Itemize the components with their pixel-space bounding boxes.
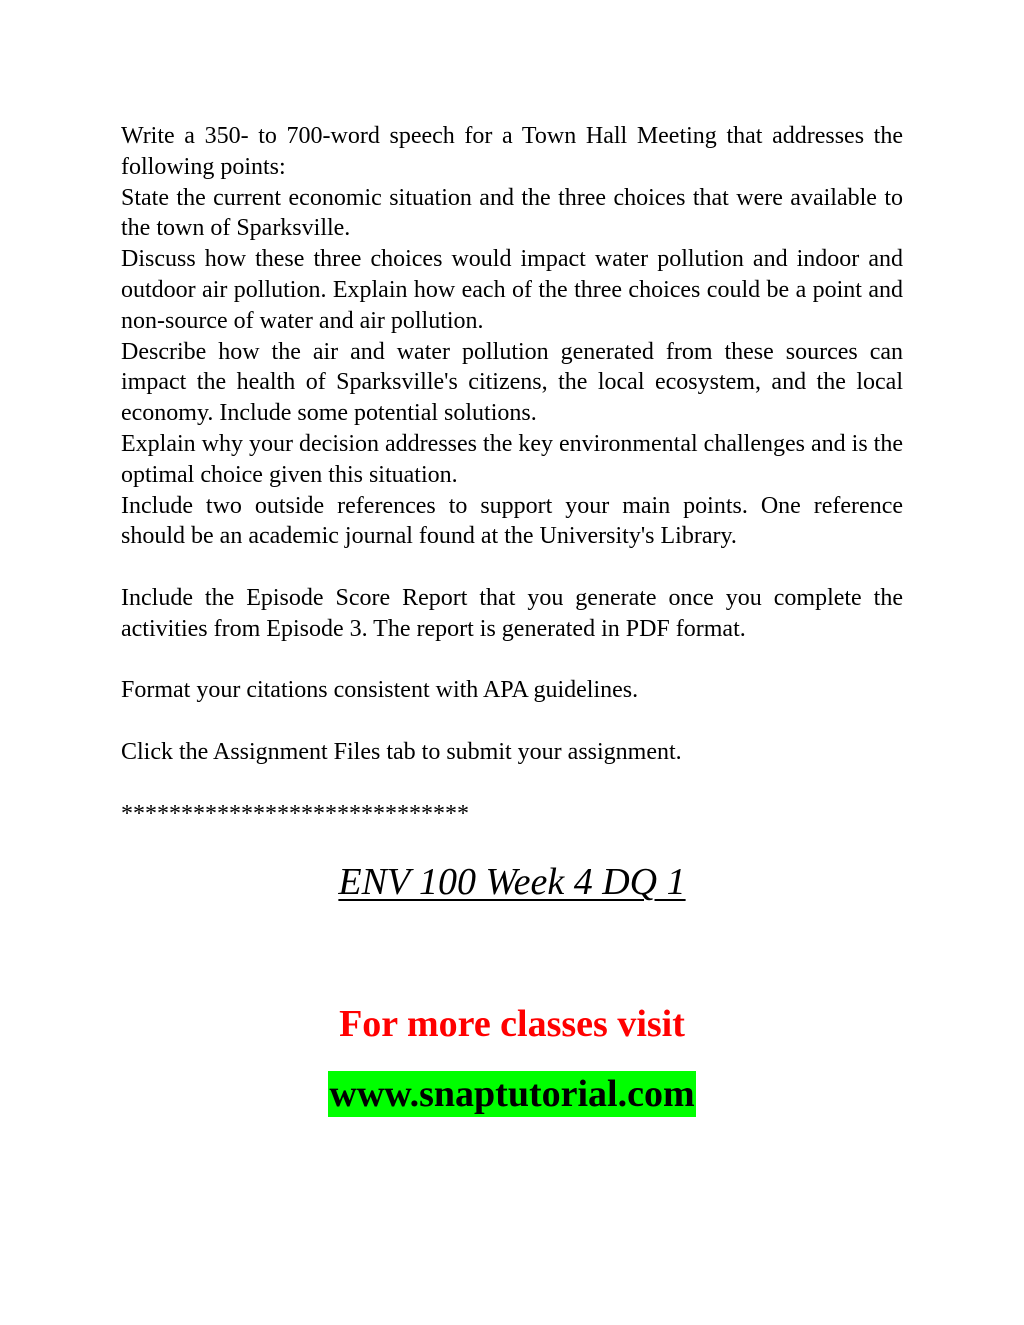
paragraph-spacer	[121, 552, 903, 583]
instruction-paragraph: Format your citations consistent with APA guidelines.	[121, 677, 639, 704]
paragraph-spacer	[121, 645, 903, 676]
paragraph-spacer	[121, 768, 903, 799]
paragraph-spacer	[121, 706, 903, 737]
promo-text: For more classes visit	[339, 1003, 685, 1045]
promo-link-container	[0, 1071, 1024, 1125]
separator-line: *****************************	[121, 800, 469, 827]
instruction-paragraph: Include the Episode Score Report that you generate once you complete the activities from Episode 3. The report is generated in PDF format.	[121, 584, 903, 642]
instruction-paragraph: Describe how the air and water pollution generated from these sources can impact the health of Sparksville's citizens, the local ecosystem, and the local economy. Include some potential solutions.	[121, 338, 903, 427]
instruction-paragraph: Click the Assignment Files tab to submit your assignment.	[121, 738, 682, 765]
assignment-instructions	[121, 121, 903, 829]
instruction-paragraph: Write a 350- to 700-word speech for a Town Hall Meeting that addresses the following points:	[121, 123, 903, 180]
promo-link[interactable]: www.snaptutorial.com	[329, 1073, 695, 1115]
section-title: ENV 100 Week 4 DQ 1	[338, 861, 686, 903]
instruction-paragraph: Discuss how these three choices would impact water pollution and indoor and outdoor air pollution. Explain how each of the three choices could be a point and non-source of water and air pollution.	[121, 246, 903, 334]
instruction-paragraph: State the current economic situation and the three choices that were available to the town of Sparksville.	[121, 184, 903, 242]
instruction-paragraph: Explain why your decision addresses the key environmental challenges and is the optimal choice given this situation.	[121, 430, 903, 488]
instruction-paragraph: Include two outside references to support your main points. One reference should be an academic journal found at the University's Library.	[121, 492, 903, 550]
